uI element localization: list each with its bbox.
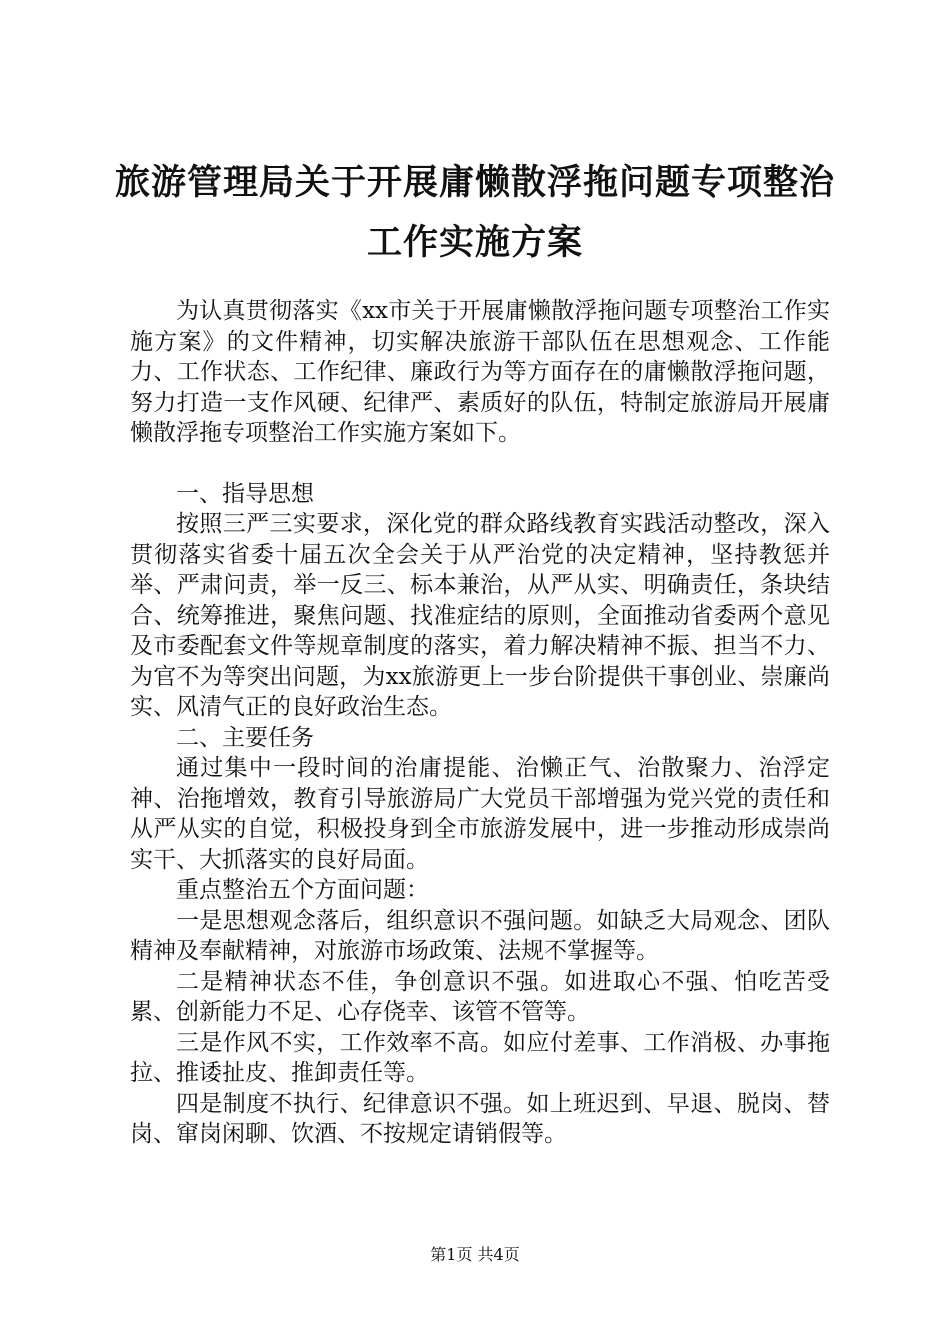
section-heading-guiding-thought: 一、指导思想 bbox=[176, 480, 314, 507]
issue-item-2: 二是精神状态不佳，争创意识不强。如进取心不强、怕吃苦受累、创新能力不足、心存侥幸、该管不管等。 bbox=[130, 968, 830, 1025]
intro-paragraph: 为认真贯彻落实《xx市关于开展庸懒散浮拖问题专项整治工作实施方案》的文件精神，切实解决旅游干部队伍在思想观念、工作能力、工作状态、工作纪律、廉政行为等方面存在的庸懒散浮拖问题，努力打造一支作风硬、纪律严、素质好的队伍，特制定旅游局开展庸懒散浮拖专项整治工作实施方案如下。 bbox=[130, 298, 830, 446]
guiding-thought-paragraph: 按照三严三实要求，深化党的群众路线教育实践活动整改，深入贯彻落实省委十届五次全会关于从严治党的决定精神，坚持教惩并举、严肃问责，举一反三、标本兼治，从严从实、明确责任，条块结合、统筹推进，聚焦问题、找准症结的原则，全面推动省委两个意见及市委配套文件等规章制度的落实，着力解决精神不振、担当不力、为官不为等突出问题，为xx旅游更上一步台阶提供干事创业、崇廉尚实、风清气正的良好政治生态。 bbox=[130, 511, 830, 720]
issue-item-3: 三是作风不实，工作效率不高。如应付差事、工作消极、办事拖拉、推诿扯皮、推卸责任等。 bbox=[130, 1029, 830, 1086]
issue-item-4: 四是制度不执行、纪律意识不强。如上班迟到、早退、脱岗、替岗、窜岗闲聊、饮酒、不按规定请销假等。 bbox=[130, 1090, 830, 1147]
main-tasks-paragraph: 通过集中一段时间的治庸提能、治懒正气、治散聚力、治浮定神、治拖增效，教育引导旅游局广大党员干部增强为党兴党的责任和从严从实的自觉，积极投身到全市旅游发展中，进一步推动形成崇尚实干、大抓落实的良好局面。 bbox=[130, 755, 830, 873]
document-body bbox=[130, 296, 830, 1150]
issue-item-1: 一是思想观念落后，组织意识不强问题。如缺乏大局观念、团队精神及奉献精神，对旅游市场政策、法规不掌握等。 bbox=[130, 907, 830, 964]
document-title-line2: 工作实施方案 bbox=[366, 222, 583, 263]
key-issues-heading: 重点整治五个方面问题： bbox=[176, 877, 429, 903]
page-number-footer: 第1页 共4页 bbox=[430, 1245, 520, 1264]
section-heading-main-tasks: 二、主要任务 bbox=[176, 724, 314, 751]
document-title-line1: 旅游管理局关于开展庸懒散浮拖问题专项整治 bbox=[114, 162, 835, 203]
